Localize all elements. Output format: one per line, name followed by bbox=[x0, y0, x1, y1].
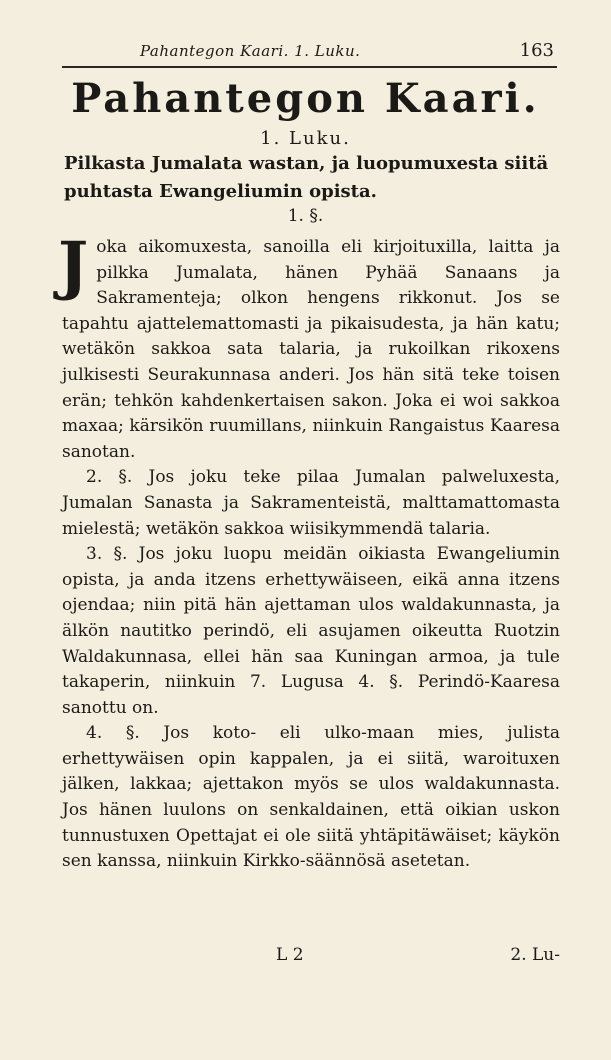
header-rule bbox=[62, 66, 557, 68]
paragraph-1 bbox=[58, 228, 560, 465]
paragraph-2: 2. §. Jos joku teke pilaa Jumalan palweluxesta, Jumalan Sanasta ja Sakramenteistä, malttamattomasta mielestä; wetäkön sakkoa wiisikymmendä talaria. bbox=[62, 467, 560, 539]
page-number: 163 bbox=[519, 40, 554, 61]
running-header bbox=[110, 40, 560, 66]
paragraph-4: 4. §. Jos koto- eli ulko-maan mies, julista erhettywäisen opin kappalen, ja ei siitä, waroituxen jälken, lakkaa; ajettakon myös se ulos waldakunnasta. Jos hänen luulons on senkaldainen, että oikian uskon tunnustuxen Opettajat ei ole siitä yhtäpitäwäiset; käykön sen kanssa, niinkuin Kirkko-säännösä asetetan. bbox=[62, 723, 560, 872]
chapter-subtitle: Pilkasta Jumalata wastan, ja luopumuxesta siitä puhtasta Ewangeliumin opista. bbox=[64, 153, 549, 202]
chapter-heading: 1. Luku. bbox=[260, 128, 351, 149]
section-mark: 1. §. bbox=[287, 206, 324, 226]
catchword: 2. Lu- bbox=[510, 945, 560, 965]
page-footer bbox=[62, 945, 560, 975]
paragraph-1-text: oka aikomuxesta, sanoilla eli kirjoituxilla, laitta ja pilkka Jumalata, hänen Pyhää Sanaans ja Sakramenteja; olkon hengens rikkonut. Jos se tapahtu ajattelemattomasti ja pikaisudesta, ja hän katu; wetäkön sakkoa sata talaria, ja rukoilkan rikoxens julkisesti Seurakunnasa anderi. Jos hän sitä teke toisen erän; tehkön kahdenkertaisen sakon. Joka ei woi sakkoa maxaa; kärsikön ruumillans, niinkuin Rangaistus Kaaresa sanotan. bbox=[62, 237, 560, 462]
body-text bbox=[58, 228, 560, 875]
running-title: Pahantegon Kaari. 1. Luku. bbox=[140, 42, 361, 60]
drop-cap: J bbox=[58, 228, 89, 303]
page-title: Pahantegon Kaari. bbox=[71, 75, 540, 122]
signature-mark: L 2 bbox=[276, 945, 304, 965]
paragraph-3: 3. §. Jos joku luopu meidän oikiasta Ewangeliumin opista, ja anda itzens erhettywäiseen, eikä anna itzens ojendaa; niin pitä hän ajettaman ulos waldakunnasta, ja älkön nautitko perindö, eli asujamen oikeutta Ruotzin Waldakunnasa, ellei hän saa Kuningan armoa, ja tule takaperin, niinkuin 7. Lugusa 4. §. Perindö-Kaaresa sanottu on. bbox=[62, 544, 560, 718]
